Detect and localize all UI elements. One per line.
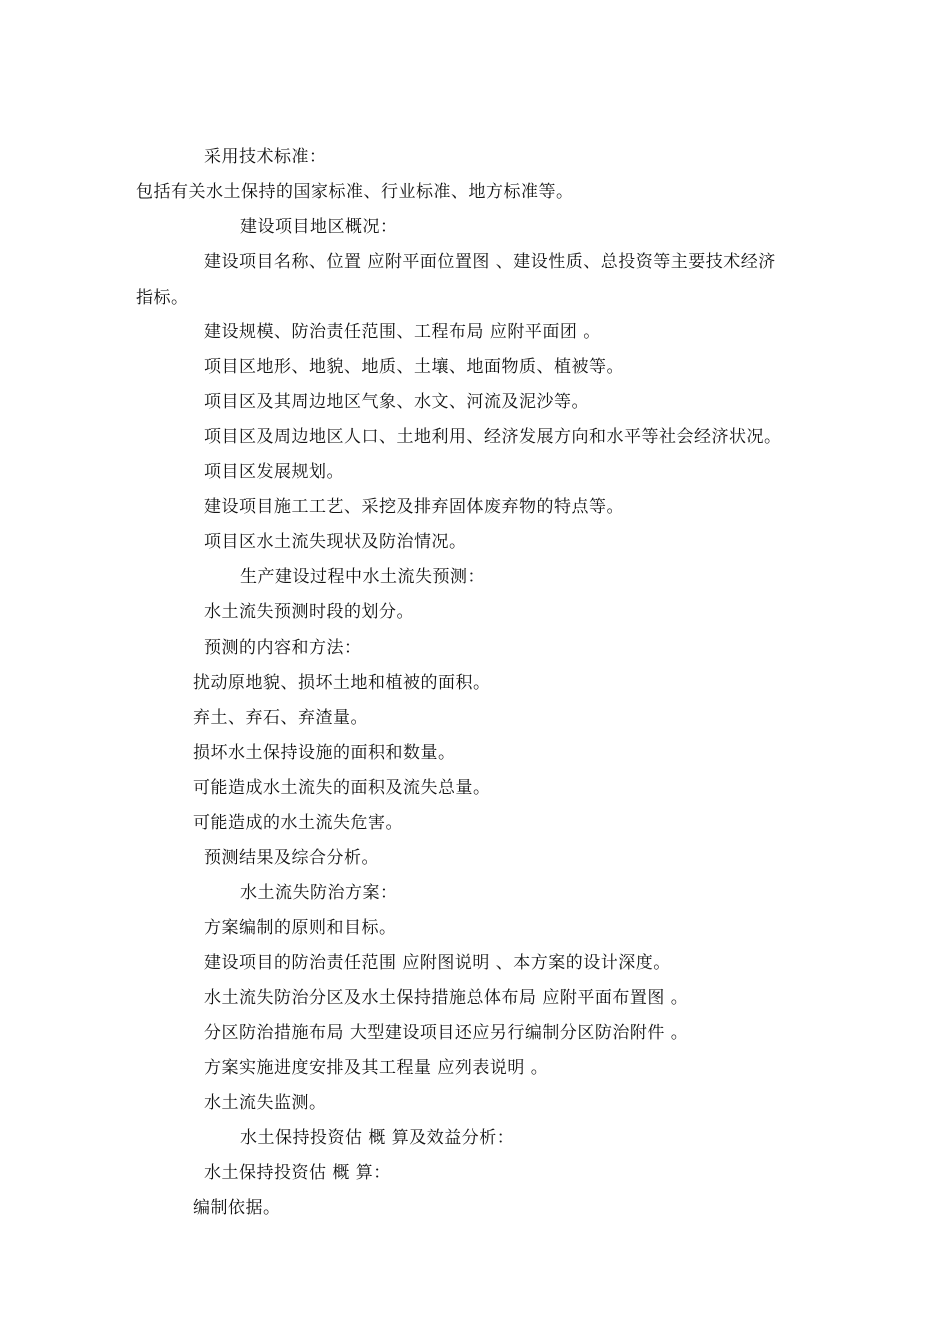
text-line: 损坏水土保持设施的面积和数量。 [193,743,456,763]
text-line: 可能造成的水土流失危害。 [193,813,403,833]
text-line: 项目区发展规划。 [204,462,344,482]
text-line: 预测结果及综合分析。 [204,848,379,868]
text-line: 建设项目地区概况： [240,217,398,237]
text-line: 水土流失防治分区及水土保持措施总体布局 应附平面布置图 。 [204,988,689,1008]
text-line: 建设项目的防治责任范围 应附图说明 、本方案的设计深度。 [204,953,671,973]
text-line: 生产建设过程中水土流失预测： [240,567,485,587]
text-line: 项目区及其周边地区气象、水文、河流及泥沙等。 [204,392,589,412]
text-line: 扰动原地貌、损坏土地和植被的面积。 [193,673,491,693]
text-line: 可能造成水土流失的面积及流失总量。 [193,778,491,798]
text-line: 建设规模、防治责任范围、工程布局 应附平面团 。 [204,322,601,342]
text-line: 编制依据。 [193,1198,281,1218]
text-line: 水土流失预测时段的划分。 [204,602,414,622]
text-line: 水土保持投资估 概 算及效益分析： [240,1128,515,1148]
text-line: 项目区地形、地貌、地质、土壤、地面物质、植被等。 [204,357,624,377]
text-line: 弃土、弃石、弃渣量。 [193,708,368,728]
text-line: 采用技术标准： [204,147,327,167]
text-line: 包括有关水土保持的国家标准、行业标准、地方标准等。 [136,182,574,202]
text-line: 预测的内容和方法： [204,638,362,658]
text-line: 分区防治措施布局 大型建设项目还应另行编制分区防治附件 。 [204,1023,689,1043]
text-line: 建设项目名称、位置 应附平面位置图 、建设性质、总投资等主要技术经济 [204,252,776,272]
text-line: 水土保持投资估 概 算： [204,1163,391,1183]
text-line: 水土流失防治方案： [240,883,398,903]
text-line: 水土流失监测。 [204,1093,327,1113]
text-line: 建设项目施工工艺、采挖及排弃固体废弃物的特点等。 [204,497,624,517]
text-line: 项目区水土流失现状及防治情况。 [204,532,467,552]
text-line: 指标。 [136,288,189,308]
text-line: 方案实施进度安排及其工程量 应列表说明 。 [204,1058,549,1078]
text-line: 方案编制的原则和目标。 [204,918,397,938]
text-line: 项目区及周边地区人口、土地利用、经济发展方向和水平等社会经济状况。 [204,427,782,447]
